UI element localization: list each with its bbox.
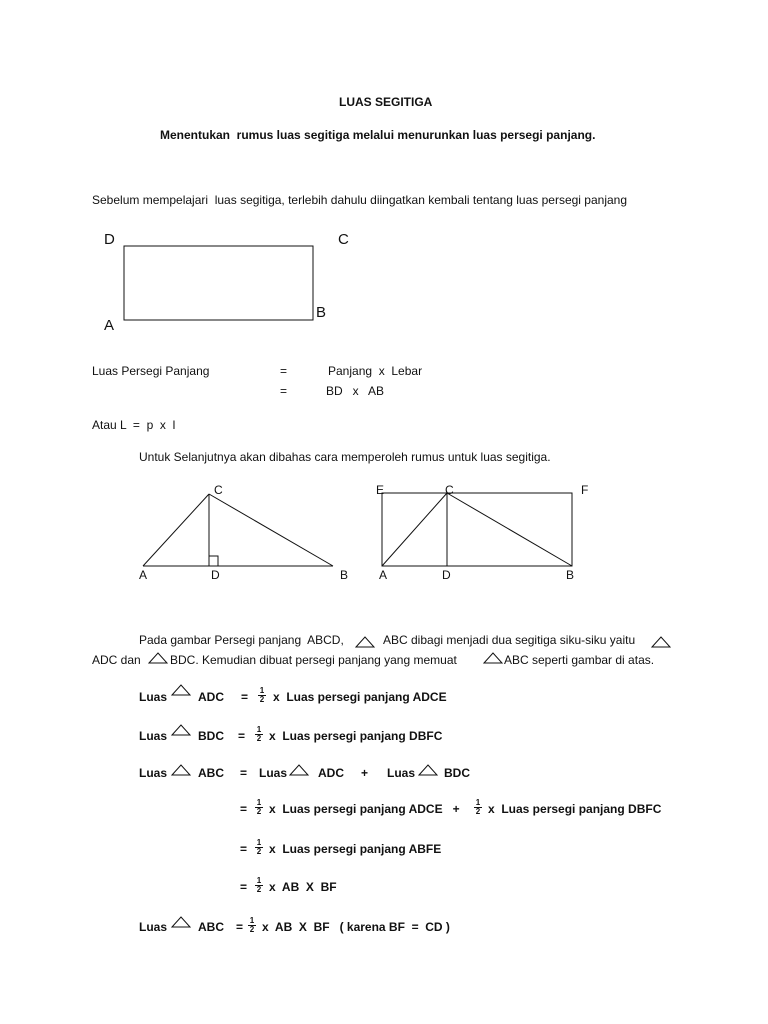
fig2-label-d: D <box>442 568 451 582</box>
para-line1-b: ABC dibagi menjadi dua segitiga siku-siku yaitu <box>383 633 636 647</box>
luas-label: Luas <box>139 920 168 934</box>
formula-eq-2: = <box>280 384 288 398</box>
fraction-half: 1 2 <box>256 838 262 856</box>
row4-eq: = <box>240 802 248 816</box>
fraction-half: 1 2 <box>256 798 262 816</box>
label-rect-d: D <box>104 231 115 248</box>
formula-eq-1: = <box>280 364 288 378</box>
label-rect-a: A <box>104 317 115 334</box>
fraction-half: 1 2 <box>256 725 262 743</box>
row1-rhs: x Luas persegi panjang ADCE <box>273 690 447 704</box>
row3-adc: ADC <box>318 766 344 780</box>
fig2-label-a: A <box>379 568 388 582</box>
page-subtitle: Menentukan rumus luas segitiga melalui menurunkan luas persegi panjang. <box>160 128 596 142</box>
atau-formula: Atau L = p x l <box>92 418 176 432</box>
row3-luas1: Luas <box>259 766 288 780</box>
triangle-icon <box>483 652 503 664</box>
row4-b: x Luas persegi panjang DBFC <box>488 802 662 816</box>
fig2-label-e: E <box>376 483 385 497</box>
row5-eq: = <box>240 842 248 856</box>
row7-rhs: x AB X BF ( karena BF = CD ) <box>262 920 450 934</box>
formula-rhs-1: Panjang x Lebar <box>328 364 423 378</box>
row1-eq: = <box>241 690 249 704</box>
row6-eq: = <box>240 880 248 894</box>
triangle-icon <box>148 652 168 664</box>
rectangle-abcd <box>124 246 313 320</box>
row5-rhs: x Luas persegi panjang ABFE <box>269 842 442 856</box>
triangle-icon <box>171 764 191 776</box>
intro-paragraph: Sebelum mempelajari luas segitiga, terlebih dahulu diingatkan kembali tentang luas persegi panjang <box>92 193 628 207</box>
row7-eq: = <box>236 920 244 934</box>
triangle-figure-2 <box>382 493 572 566</box>
fraction-half: 1 2 <box>256 876 262 894</box>
formula-label: Luas Persegi Panjang <box>92 364 210 378</box>
row3-eq: = <box>240 766 248 780</box>
para-line1-a: Pada gambar Persegi panjang ABCD, <box>139 633 344 647</box>
fig2-label-c: C <box>445 483 454 497</box>
triangle-icon <box>651 636 671 648</box>
para-line2-b: BDC. Kemudian dibuat persegi panjang yang memuat <box>170 653 457 667</box>
luas-label: Luas <box>139 766 168 780</box>
row3-plus: + <box>361 766 369 780</box>
para-line2-a: ADC dan <box>92 653 141 667</box>
triangle-icon <box>171 724 191 736</box>
formula-rhs-2: BD x AB <box>326 384 385 398</box>
fig1-label-b: B <box>340 568 349 582</box>
fig1-label-c: C <box>214 483 223 497</box>
row3-bdc: BDC <box>444 766 470 780</box>
row3-name: ABC <box>198 766 224 780</box>
row1-name: ADC <box>198 690 224 704</box>
para-line2-c: ABC seperti gambar di atas. <box>504 653 655 667</box>
row6-rhs: x AB X BF <box>269 880 337 894</box>
luas-label: Luas <box>139 729 168 743</box>
fraction-half: 1 2 <box>259 686 265 704</box>
fig2-label-b: B <box>566 568 575 582</box>
triangle-icon <box>171 684 191 696</box>
row2-eq: = <box>238 729 246 743</box>
triangle-icon <box>355 636 375 648</box>
label-rect-c: C <box>338 231 349 248</box>
triangle-figure-1 <box>143 494 333 566</box>
untuk-paragraph: Untuk Selanjutnya akan dibahas cara memperoleh rumus untuk luas segitiga. <box>139 450 551 464</box>
row4-a: x Luas persegi panjang ADCE + <box>269 802 460 816</box>
luas-label: Luas <box>139 690 168 704</box>
triangle-icon <box>171 916 191 928</box>
triangle-icon <box>289 764 309 776</box>
row7-name: ABC <box>198 920 224 934</box>
fig2-label-f: F <box>581 483 589 497</box>
page-title: LUAS SEGITIGA <box>339 95 433 109</box>
row3-luas2: Luas <box>387 766 416 780</box>
row2-name: BDC <box>198 729 224 743</box>
row2-rhs: x Luas persegi panjang DBFC <box>269 729 443 743</box>
triangle-icon <box>418 764 438 776</box>
label-rect-b: B <box>316 304 327 321</box>
fig1-label-a: A <box>139 568 148 582</box>
fig1-label-d: D <box>211 568 220 582</box>
fraction-half: 1 2 <box>475 798 481 816</box>
fraction-half: 1 2 <box>249 916 255 934</box>
